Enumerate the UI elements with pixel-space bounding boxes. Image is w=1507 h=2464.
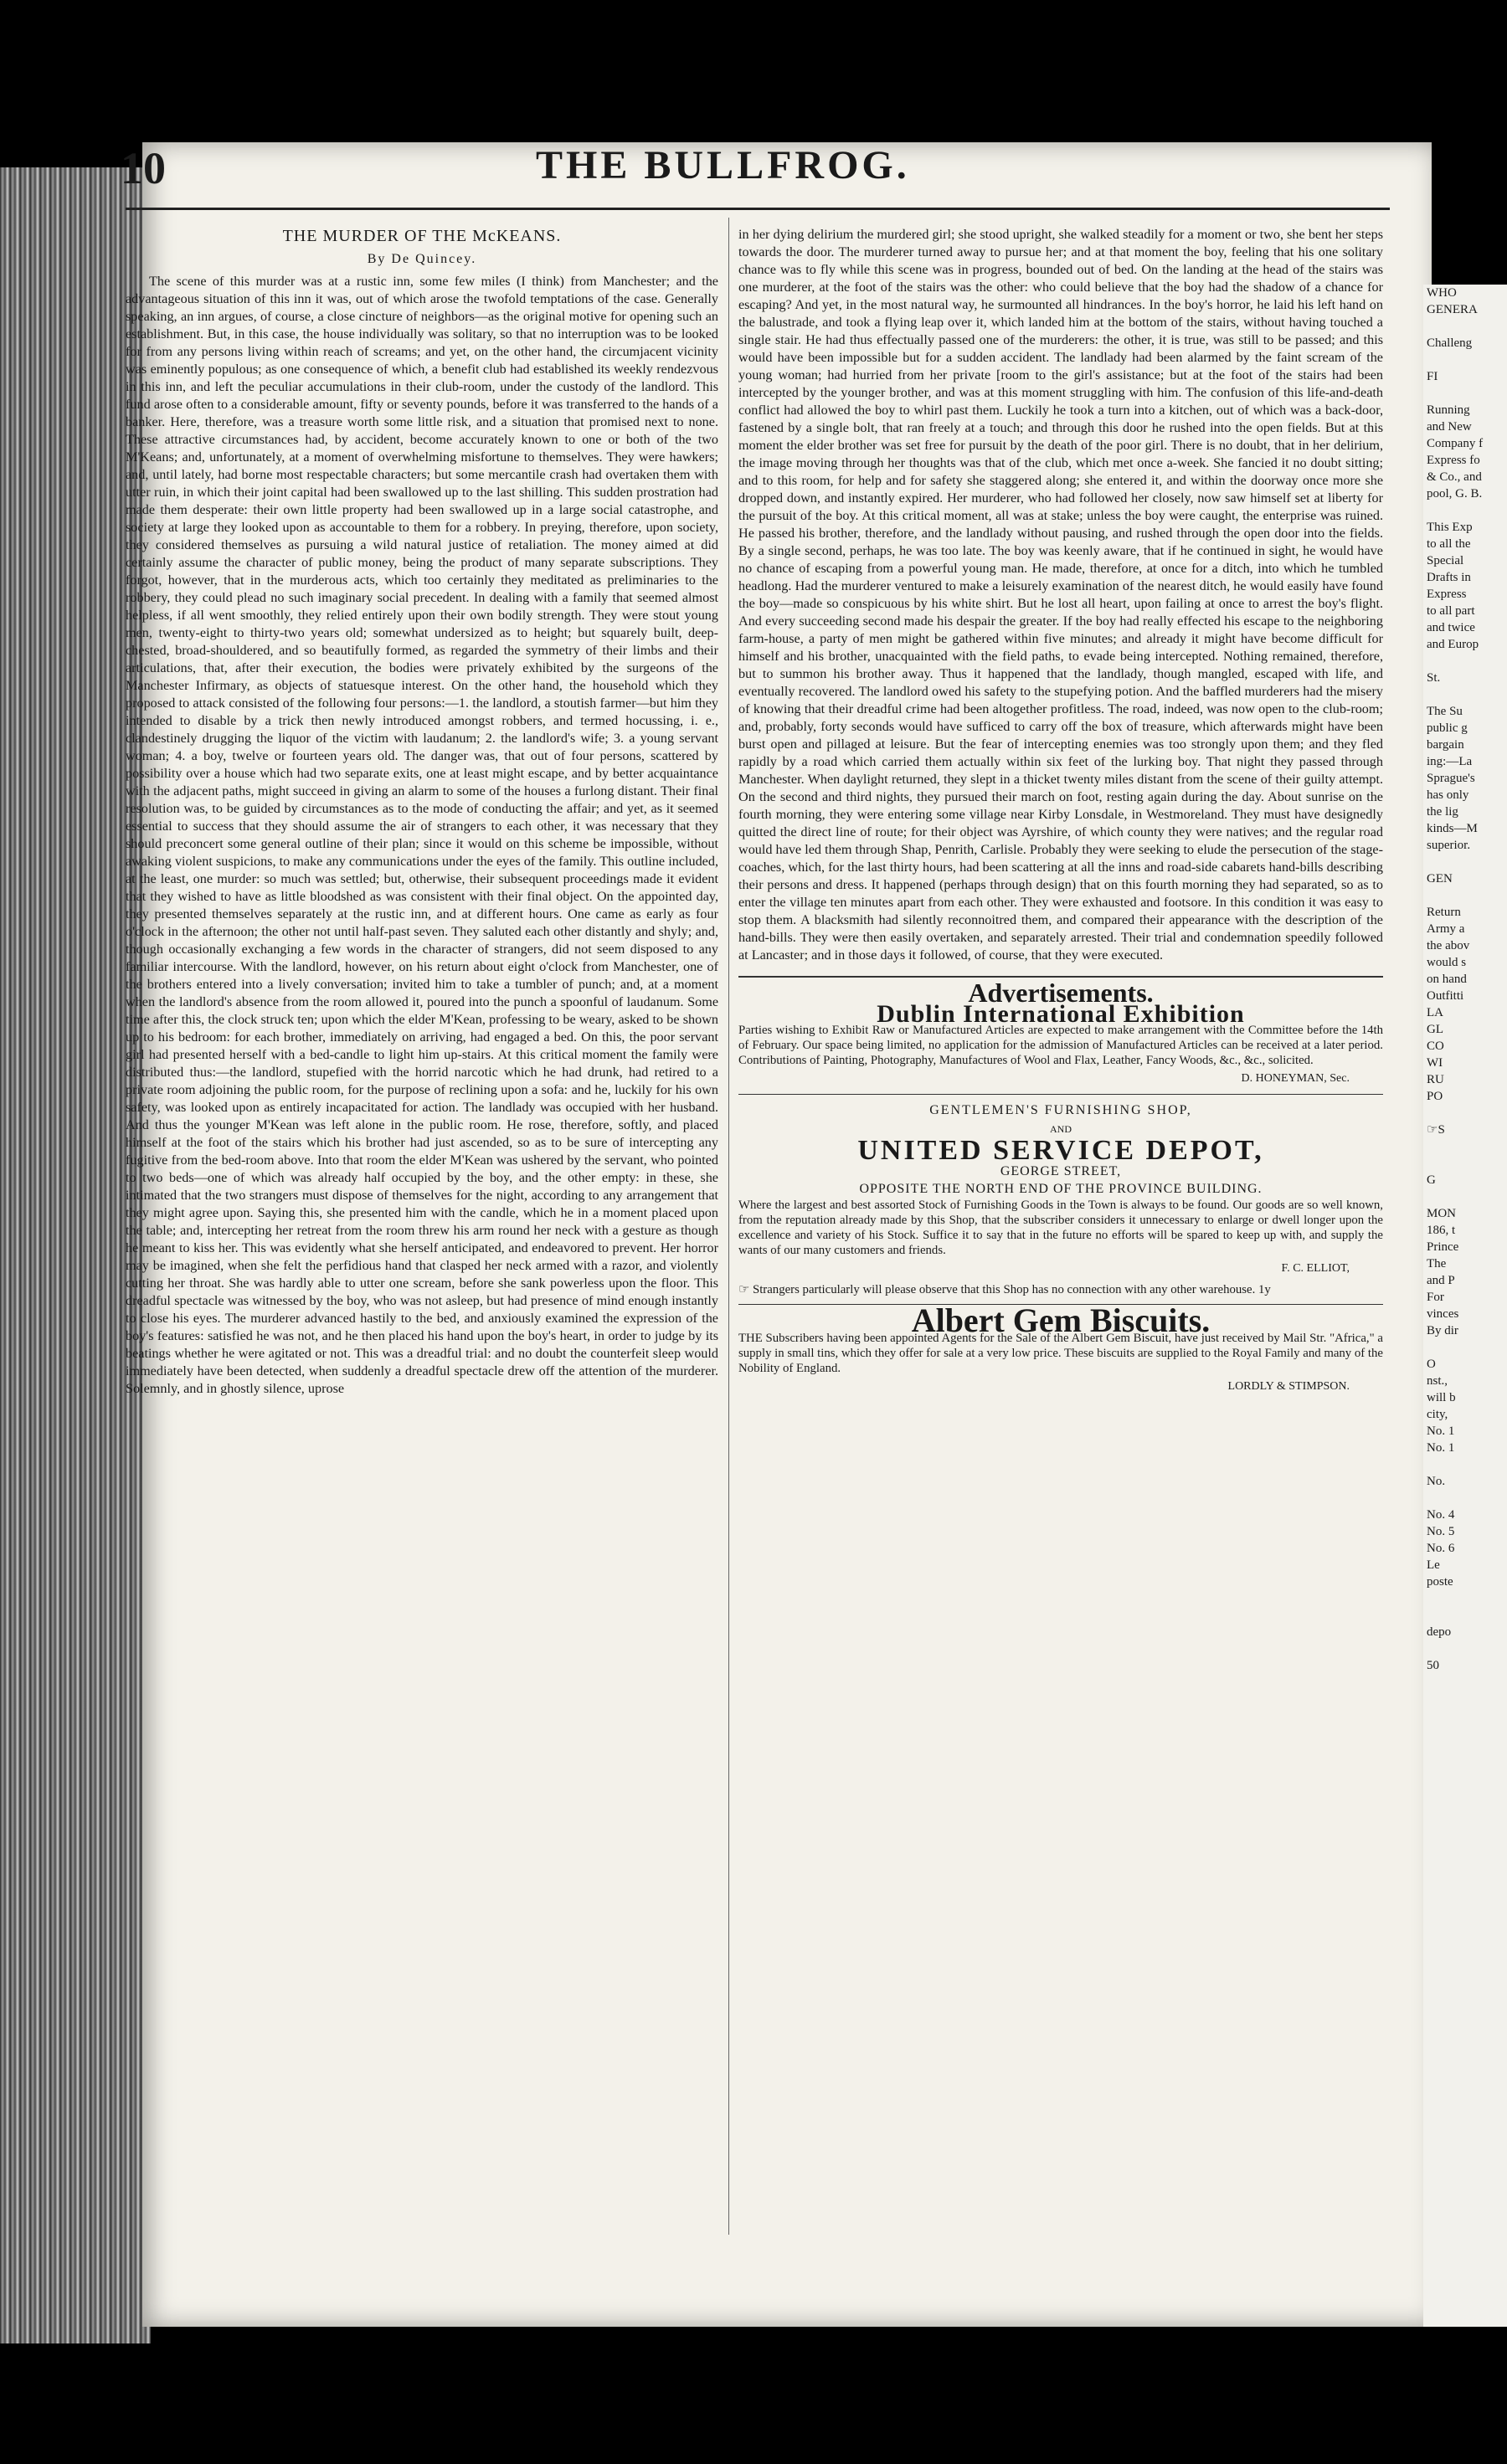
adjacent-page-line: and Europ: [1427, 638, 1479, 651]
adjacent-page-line: By dir: [1427, 1324, 1458, 1337]
adjacent-page-line: has only: [1427, 788, 1469, 802]
article-title: THE MURDER OF THE McKEANS.: [282, 227, 562, 245]
article-paragraph: The scene of this murder was at a rustic inn, some few miles (I think) from Manchester; and the advantageous situation of this inn it was, out of which arose the twofold temptations of the case. Generally speaking, an inn argues, of course, a close cincture of neighbors—as the original motive for opening such an establishment. But, in this case, the house individually was solitary, so that no interruption was to be looked for from any persons living within reach of screams; and yet, on the other hand, the circumjacent vicinity was eminently populous; as one consequence of which, a benefit club had established its weekly rendezvous in this inn, and left the peculiar accumulations in their club-room, under the custody of the landlord. This fund arose often to a considerable amount, fifty or seventy pounds, before it was transferred to the hands of a banker. Here, therefore, was a treasure worth some little risk, and a situation that promised next to none. These attractive circumstances had, by accident, become accurately known to one or both of the two M'Keans; and, unfortunately, at a moment of overwhelming misfortune to themselves. They were hawkers; and, until lately, had borne most respectable characters; but some mercantile crash had overtaken them with utter ruin, in which their joint capital had been swallowed up to the last shilling. This sudden prostration had made them desperate: their own little property had been swallowed up in a large social catastrophe, and society at large they looked upon as accountable to them for a robbery. In preying, therefore, upon society, they considered themselves as pursuing a wild natural justice of retaliation. The money aimed at did certainly assume the character of public money, being the product of many separate subscriptions. They forgot, however, that in the murderous acts, which too certainly they meditated as preliminaries to the robbery, they could plead no such imaginary social precedent. In dealing with a family that seemed almost helpless, if all went smoothly, they relied entirely upon their own bodily strength. They were stout young men, twenty-eight to thirty-two years old; somewhat undersized as to height; but squarely built, deep-chested, broad-shouldered, and so beautifully formed, as regarded the symmetry of their limbs and their articulations, that, after their execution, the bodies were privately exhibited by the surgeons of the Manchester Infirmary, as objects of statuesque interest. On the other hand, the household which they proposed to attack consisted of the following four persons:—1. the landlord, a stoutish farmer—but him they intended to disable by a trick then newly introduced amongst robbers, and termed hocussing, i. e., clandestinely drugging the liquor of the victim with laudanum; 2. the landlord's wife; 3. a young servant woman; 4. a boy, twelve or fourteen years old. The danger was, that out of four persons, scattered by possibility over a house which had two separate exits, one at least might escape, and by better acquaintance with the adjacent paths, might succeed in giving an alarm to some of the houses a furlong distant. Their final resolution was, to be guided by circumstances as to the mode of conducting the affair; and yet, as it seemed essential to success that they should assume the air of strangers to each other, it was necessary that they should preconcert some general outline of their plan; since it would on this scheme be impossible, without awaking violent suspicions, to make any communications under the eyes of the family. This outline included, at the least, one murder: so much was settled; but, otherwise, their subsequent proceedings made it evident that they wished to have as little bloodshed as was consistent with their final object. On the appointed day, they presented themselves separately at the rustic inn, and at different hours. One came as early as four o'clock in the afternoon; the other not until half-past seven. They saluted each other distantly and shyly; and, though occasionally exchanging a few words in the character of strangers, did not seem disposed to any familiar intercourse. With the landlord, however, on his return about eight o'clock from Manchester, one of the brothers entered into a lively conversation; invited him to take a tumbler of punch; and, at a moment when the landlord's absence from the room allowed it, poured into the punch a spoonful of laudanum. Some time after this, the clock struck ten; upon which the elder M'Kean, professing to be weary, asked to be shown up to his bedroom: for each brother, immediately on arriving, had engaged a bed. On this, the poor servant girl had presented herself with a bed-candle to light him up-stairs. At this critical moment the family were distributed thus:—the landlord, stupefied with the horrid narcotic which he had drunk, had retired to a private room adjoining the public room, for the purpose of reclining upon a sofa: and he, luckily for his own safety, was looked upon as entirely incapacitated for action. The landlady was occupied with her husband. And thus the younger M'Kean was left alone in the public room. He rose, therefore, softly, and placed himself at the foot of the stairs which his brother had just ascended, so as to be sure of intercepting any fugitive from the bed-room above. Into that room the elder M'Kean was ushered by the servant, who pointed to two beds—one of which was already half occupied by the boy, and the other empty: in these, she intimated that the two strangers must dispose of themselves for the night, according to any arrangement that they might agree upon. Saying this, she presented him with the candle, which he in a moment placed upon the table; and, intercepting her retreat from the room threw his arm round her neck with a gesture as though he meant to kiss her. This was evidently what she herself anticipated, and endeavored to prevent. Her horror may be imagined, when she felt the perfidious hand that clasped her neck armed with a razor, and violently cutting her throat. She was hardly able to utter one scream, before she sank powerless upon the floor. This dreadful spectacle was witnessed by the boy, who was not asleep, but had presence of mind enough instantly to close his eyes. The murderer advanced hastily to the bed, and anxiously examined the expression of the boy's features: satisfied he was not, and he then placed his hand upon the boy's heart, in order to judge by its beatings whether he were agitated or not. This was a dreadful trial: and no doubt the counterfeit sleep would immediately have been detected, when suddenly a dreadful spectacle drew off the attention of the murderer. Solemnly, and in ghostly silence, uprose: [126, 274, 718, 1396]
adjacent-page-line: Return: [1427, 906, 1461, 919]
adjacent-page-line: and twice: [1427, 621, 1475, 634]
adjacent-page-line: [1427, 854, 1507, 870]
adjacent-page-line: FI: [1427, 370, 1438, 383]
adjacent-page-line: For: [1427, 1291, 1444, 1304]
adjacent-page-line: The: [1427, 1257, 1447, 1270]
adjacent-page-line: [1427, 385, 1507, 402]
column-1: [126, 226, 718, 2226]
adjacent-page-line: Outfitti: [1427, 989, 1464, 1003]
adjacent-page-line: city,: [1427, 1408, 1448, 1421]
outfitting-ad-note: [738, 1282, 1383, 1297]
adjacent-page-line: CO: [1427, 1040, 1444, 1053]
adjacent-page-line: Company f: [1427, 437, 1484, 450]
adjacent-page-line: bargain: [1427, 738, 1464, 752]
outfitting-ad-and: AND: [1050, 1123, 1072, 1135]
adjacent-page-line: RU: [1427, 1073, 1444, 1086]
adjacent-page-line: [1427, 1490, 1507, 1507]
adjacent-page-line: [1427, 1138, 1507, 1155]
adjacent-page-line: No.: [1427, 1475, 1446, 1488]
adjacent-page-line: Drafts in: [1427, 571, 1471, 584]
adjacent-page-line: MON: [1427, 1207, 1457, 1220]
adjacent-page-line: and New: [1427, 420, 1472, 434]
adjacent-page-line: the abov: [1427, 939, 1470, 952]
adjacent-page-line: [1427, 1640, 1507, 1657]
ad-separator: [738, 1094, 1383, 1095]
biscuits-ad-signature: LORDLY & STIMPSON.: [1227, 1380, 1350, 1393]
adjacent-page-line: the lig: [1427, 805, 1458, 819]
masthead-title: THE BULLFROG.: [536, 143, 910, 187]
adjacent-page-line: Army a: [1427, 922, 1465, 936]
advertisements-section: [738, 976, 1383, 1395]
adjacent-page-line: No. 4: [1427, 1508, 1455, 1522]
adjacent-page-line: [1427, 352, 1507, 368]
advertisements-heading: Advertisements.: [968, 978, 1154, 1008]
adjacent-page-line: This Exp: [1427, 521, 1473, 534]
adjacent-page-line: poste: [1427, 1575, 1453, 1589]
adjacent-page-line: depo: [1427, 1625, 1452, 1639]
adjacent-page-line: [1427, 1339, 1507, 1356]
adjacent-page-line: 50: [1427, 1659, 1439, 1672]
adjacent-page-line: Prince: [1427, 1240, 1459, 1254]
adjacent-page-line: to all the: [1427, 537, 1471, 551]
adjacent-page-line: pool, G. B.: [1427, 487, 1483, 501]
adjacent-page-line: GENERA: [1427, 303, 1478, 316]
adjacent-page-line: Express: [1427, 588, 1467, 601]
adjacent-page-fragment: [1423, 285, 1507, 2327]
adjacent-page-line: Express fo: [1427, 454, 1480, 467]
outfitting-ad-opposite: OPPOSITE THE NORTH END OF THE PROVINCE BUILDING.: [859, 1182, 1263, 1196]
adjacent-page-line: No. 1: [1427, 1424, 1455, 1438]
adjacent-page-line: [1427, 1590, 1507, 1607]
adjacent-page-line: would s: [1427, 956, 1467, 969]
adjacent-page-line: [1427, 502, 1507, 519]
adjacent-page-line: superior.: [1427, 839, 1471, 852]
adjacent-page-line: to all part: [1427, 604, 1475, 618]
adjacent-page-line: G: [1427, 1173, 1436, 1187]
header-rule: [126, 208, 1390, 210]
adjacent-page-line: [1427, 1607, 1507, 1624]
adjacent-page-line: The Su: [1427, 705, 1463, 718]
adjacent-page-line: Le: [1427, 1558, 1440, 1572]
adjacent-page-line: nst.,: [1427, 1374, 1448, 1388]
adjacent-page-line: No. 1: [1427, 1441, 1455, 1455]
dublin-ad-signature: D. HONEYMAN, Sec.: [1241, 1072, 1350, 1085]
adjacent-page-line: ☞S: [1427, 1123, 1445, 1137]
outfitting-ad-note-text: ☞ Strangers particularly will please observe that this Shop has no connection with any other warehouse.: [738, 1283, 1256, 1296]
adjacent-page-line: Challeng: [1427, 336, 1473, 350]
adjacent-page-line: WI: [1427, 1056, 1443, 1070]
outfitting-ad-note-end: 1y: [1258, 1283, 1271, 1296]
adjacent-page-line: [1427, 1456, 1507, 1473]
outfitting-ad-title: UNITED SERVICE DEPOT,: [857, 1135, 1264, 1166]
adjacent-page-line: [1427, 318, 1507, 335]
adjacent-page-line: and P: [1427, 1274, 1455, 1287]
outfitting-ad-line1: GENTLEMEN'S FURNISHING SHOP,: [929, 1103, 1192, 1117]
article-byline: By De Quincey.: [367, 252, 477, 266]
article-paragraph: in her dying delirium the murdered girl; she stood upright, she walked steadily for a moment or two, she bent her steps towards the door. The murderer turned away to pursue her; and at that moment the boy, feeling that his one solitary chance was to fly while this scene was in progress, bounded out of bed. On the landing at the head of the stairs was one murderer, at the foot of the stairs was the other: who could believe that the boy had the shadow of a chance for escaping? And yet, in the most natural way, he surmounted all hindrances. In the boy's horror, he laid his left hand on the balustrade, and took a flying leap over it, which landed him at the bottom of the stairs, without having touched a single stair. He had thus effectually passed one of the murderers: the other, it is true, was still to be passed; and this would have been impossible but for a sudden accident. The landlady had been alarmed by the faint scream of the young woman; had hurried from her private [room to the girl's assistance; but at the foot of the stairs had been intercepted by the younger brother, and was at this moment struggling with him. The confusion of this life-and-death conflict had allowed the boy to whirl past them. Luckily he took a turn into a kitchen, out of which was a back-door, fastened by a single bolt, that ran freely at a touch; and through this door he rushed into the open fields. But at this moment the elder brother was set free for pursuit by the death of the poor girl. There is no doubt, that in her delirium, the image moving through her thoughts was that of the club, which met once a-week. She fancied it no doubt sitting; and to this room, for help and for safety she staggered along; she entered it, and within the doorway once more she dropped down, and instantly expired. Her murderer, who had followed her closely, now saw himself set at liberty for the pursuit of the boy. At this critical moment, all was at stake; unless the boy were caught, the enterprise was ruined. He passed his brother, therefore, and the landlady without pausing, and rushed through the open door into the fields. By a single second, perhaps, he was too late. The boy was keenly aware, that if he continued in sight, he would have no chance of escaping from a powerful young man. He made, therefore, at once for a ditch, into which he tumbled headlong. Had the murderer ventured to make a leisurely examination of the nearest ditch, he would easily have found the boy—made so conspicuous by his white shirt. But he lost all heart, upon failing at once to arrest the boy's flight. And every succeeding second made his despair the greater. If the boy had really effected his escape to the neighboring farm-house, a party of men might be gathered within five minutes; and already it might have become difficult for himself and his brother, unacquainted with the field paths, to evade being intercepted. Nothing remained, therefore, but to summon his brother away. Thus it happened that the landlady, though mangled, escaped with life, and eventually recovered. The landlord owed his safety to the stupefying potion. And the baffled murderers had the misery of knowing that their dreadful crime had been altogether profitless. The road, indeed, was now open to the club-room; and, probably, forty seconds would have sufficed to carry off the box of treasure, which afterwards might have been burst open and pillaged at leisure. But the fear of intercepting enemies was too strongly upon them; and they fled rapidly by a road which carried them actually within six feet of the lurking boy. That night they passed through Manchester. When daylight returned, they slept in a thicket twenty miles distant from the scene of their guilty attempt. On the second and third nights, they pursued their march on foot, resting again during the day. About sunrise on the fourth morning, they were entering some village near Kirby Lonsdale, in Westmoreland. They must have designedly quitted the direct line of route; for their object was Ayrshire, of which county they were natives; and the regular road would have led them through Shap, Penrith, Carlisle. Probably they were seeking to elude the persecution of the stage-coaches, which, for the last thirty hours, had been scattering at all the inns and road-side cabarets hand-bills describing their persons and dress. It happened (perhaps through design) that on this fourth morning they had separated, so as to enter the village ten minutes apart from each other. They were exhausted and footsore. In this condition it was easy to stop them. A blacksmith had silently reconnoitred them, and compared their appearance with the description of the hand-bills. They were then easily overtaken, and separately arrested. Their trial and condemnation speedily followed at Lancaster; and in those days it followed, of course, that they were executed.: [738, 227, 1383, 963]
column-2: [738, 226, 1383, 2226]
adjacent-page-line: St.: [1427, 671, 1441, 685]
outfitting-ad-signature: F. C. ELLIOT,: [1281, 1262, 1350, 1275]
adjacent-page-line: No. 6: [1427, 1542, 1455, 1555]
outfitting-ad-body: Where the largest and best assorted Stock of Furnishing Goods in the Town is always to be found. Our goods are so well known, from the reputation already made by this Shop, that the subscriber considers it unnecessary to enlarge or dwell longer upon the excellence and variety of his Stock. Suffice it to say that in the future no efforts will be spared to keep up with, and supply the wants of our many customers and friends.: [738, 1199, 1383, 1257]
dublin-ad-body: Parties wishing to Exhibit Raw or Manufactured Articles are expected to make arrangement with the Committee before the 14th of February. Our space being limited, no application for the admission of Manufactured Articles can be received at a later period. Contributions of Painting, Photography, Manufactures of Wool and Flax, Leather, Fancy Woods, &c., &c., solicited.: [738, 1024, 1383, 1067]
adjacent-page-line: [1427, 1105, 1507, 1122]
adjacent-page-line: & Co., and: [1427, 470, 1482, 484]
adjacent-page-line: kinds—M: [1427, 822, 1478, 835]
scan-speck: •: [857, 12, 864, 30]
adjacent-page-line: [1427, 653, 1507, 670]
dublin-ad-title: Dublin International Exhibition: [877, 1000, 1245, 1028]
adjacent-page-line: ing:—La: [1427, 755, 1473, 768]
adjacent-page-line: No. 5: [1427, 1525, 1455, 1538]
column-divider: [728, 218, 729, 2235]
adjacent-page-line: [1427, 1188, 1507, 1205]
outfitting-ad-street: GEORGE STREET,: [1000, 1164, 1122, 1178]
adjacent-page-line: WHO: [1427, 286, 1457, 300]
adjacent-page-line: [1427, 1155, 1507, 1172]
adjacent-page-line: vinces: [1427, 1307, 1459, 1321]
adjacent-page-line: O: [1427, 1358, 1436, 1371]
biscuits-ad-title: Albert Gem Biscuits.: [911, 1301, 1211, 1339]
page-number: 10: [121, 143, 166, 193]
adjacent-page-line: 186, t: [1427, 1224, 1456, 1237]
adjacent-page-line: GL: [1427, 1023, 1443, 1036]
adjacent-page-line: will b: [1427, 1391, 1456, 1404]
adjacent-page-line: public g: [1427, 721, 1468, 735]
adjacent-page-line: [1427, 887, 1507, 904]
adjacent-page-line: [1427, 686, 1507, 703]
adjacent-page-line: Special: [1427, 554, 1464, 567]
biscuits-ad-body: THE Subscribers having been appointed Agents for the Sale of the Albert Gem Biscuit, have just received by Mail Str. "Africa," a supply in small tins, which they offer for sale at a very low price. These biscuits are supplied to the Royal Family and many of the Nobility of England.: [738, 1332, 1383, 1375]
adjacent-page-line: PO: [1427, 1090, 1443, 1103]
adjacent-page-line: LA: [1427, 1006, 1443, 1019]
adjacent-page-line: Sprague's: [1427, 772, 1475, 785]
adjacent-page-line: on hand: [1427, 973, 1467, 986]
adjacent-page-line: GEN: [1427, 872, 1453, 886]
adjacent-page-line: Running: [1427, 403, 1470, 417]
